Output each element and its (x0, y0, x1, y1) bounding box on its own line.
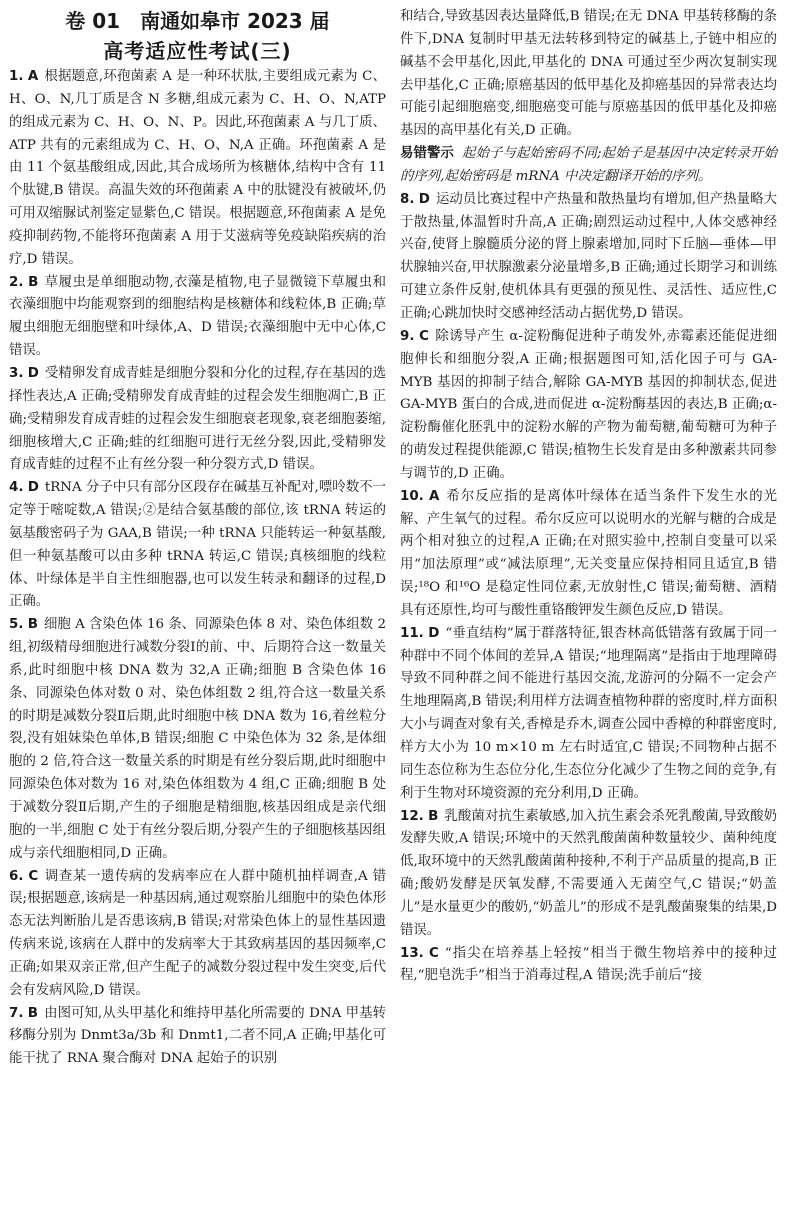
answer-letter: B (27, 1005, 38, 1021)
answer-explanation: 受精卵发育成青蛙是细胞分裂和分化的过程,存在基因的选择性表达,A 正确;受精卵发育成青蛙的过程会发生细胞凋亡,B 正确;受精卵发育成青蛙的过程会发生细胞衰老现象,衰老细胞萎缩,细胞核增大,C 正确;蛙的红细胞可进行无丝分裂,因此,受精卵发育成青蛙的过程不止有丝分裂一种分裂方式,D 错误。 (9, 365, 386, 473)
answer-explanation: 调查某一遗传病的发病率应在人群中随机抽样调查,A 错误;根据题意,该病是一种基因病,通过观察胎儿细胞中的染色体形态无法判断胎儿是否患该病,B 错误;对常染色体上的显性基因遗传病来说,该病在人群中的发病率大于其致病基因的基因频率,C 正确;如果双亲正常,但产生配子的减数分裂过程中发生突变,后代会有发病风险,D 错误。 (9, 868, 386, 998)
question-number: 6. (9, 868, 24, 884)
question-number: 4. (9, 480, 24, 496)
answer-letter: C (419, 328, 429, 344)
answer-item (400, 326, 777, 486)
answer-explanation: “指尖在培养基上轻按”相当于微生物培养中的接种过程,“肥皂洗手”相当于消毒过程,A 错误;洗手前后“接 (400, 945, 777, 984)
title-line-2: 高考适应性考试(三) (103, 39, 292, 63)
question-number: 2. (9, 274, 24, 290)
answer-letter: A (27, 69, 39, 84)
question-number: 3. (9, 365, 24, 381)
answer-letter: B (27, 617, 38, 633)
answer-item (9, 272, 386, 363)
answer-item (9, 1003, 386, 1072)
question-number: 12. (400, 808, 424, 824)
answer-item (400, 623, 777, 806)
answer-item (9, 866, 386, 1003)
answer-explanation: 希尔反应指的是离体叶绿体在适当条件下发生水的光解、产生氧气的过程。希尔反应可以说明水的光解与糖的合成是两个相对独立的过程,A 正确;在对照实验中,控制自变量可以采用“加法原理”或“减法原理”,无关变量应保持相同且适宜,B 错误;¹⁸O 和¹⁶O 是稳定性同位素,无放射性,C 错误;葡萄糖、酒精具有还原性,均可与酸性重铬酸钾发生颜色反应,D 错误。 (400, 488, 778, 618)
page-title (9, 6, 386, 66)
answer-explanation: 根据题意,环孢菌素 A 是一种环状肽,主要组成元素为 C、H、O、N,几丁质是含 N 多糖,组成元素为 C、H、O、N,ATP 的组成元素为 C、H、O、N、P。因此,环孢菌素 A 与几丁质、ATP 共有的元素组成为 C、H、O、N,A 正确。环孢菌素 A 是由 11 个氨基酸组成,因此,其合成场所为核糖体,结构中含有 11 个肽键,B 错误。高温失效的环孢菌素 A 中的肽键没有被破坏,仍可用双缩脲试剂鉴定显紫色,C 错误。根据题意,环孢菌素 A 是免疫抑制药物,不能将环孢菌素 A 用于艾滋病等免疫缺陷疾病的治疗,D 错误。 (9, 69, 387, 267)
error-tip (400, 143, 777, 189)
answer-letter: D (418, 191, 430, 207)
answer-explanation: 草履虫是单细胞动物,衣藻是植物,电子显微镜下草履虫和衣藻细胞中均能观察到的细胞结构是核糖体和线粒体,B 正确;草履虫细胞无细胞壁和叶绿体,A、D 错误;衣藻细胞中无中心体,C 错误。 (9, 274, 386, 359)
answer-letter: C (28, 868, 39, 884)
question-number: 13. (400, 945, 424, 961)
answer-item (400, 806, 777, 943)
answer-letter: C (429, 945, 439, 961)
answer-explanation: 运动员比赛过程中产热量和散热量均有增加,但产热量略大于散热量,体温暂时升高,A 正确;剧烈运动过程中,人体交感神经兴奋,使肾上腺髓质分泌的肾上腺素增加,同时下丘脑—垂体—甲状腺轴兴奋,甲状腺激素分泌量增多,B 正确;通过长期学习和训练可建立条件反射,使机体具有更强的预见性、灵活性、适应性,C 正确;心跳加快时交感神经活动占据优势,D 错误。 (400, 191, 777, 321)
question-number: 8. (400, 191, 415, 207)
right-answer-list (400, 189, 777, 989)
answer-item (400, 189, 777, 326)
answer-explanation: 由图可知,从头甲基化和维持甲基化所需要的 DNA 甲基转移酶分别为 Dnmt3a/3b 和 Dnmt1,二者不同,A 正确;甲基化可能干扰了 RNA 聚合酶对 DNA 起始子的识别 (9, 1005, 386, 1067)
answer-letter: D (428, 625, 440, 641)
error-tip-label: 易错警示 (400, 146, 454, 162)
answer-letter: D (27, 480, 39, 496)
question-number: 1. (9, 69, 24, 84)
question-number: 11. (400, 625, 424, 641)
title-line-1: 卷 01 南通如皋市 2023 届 (65, 9, 330, 33)
answer-item (9, 614, 386, 865)
answer-letter: A (429, 488, 440, 504)
answer-explanation: tRNA 分子中只有部分区段存在碱基互补配对,嘌呤数不一定等于嘧啶数,A 错误;②是结合氨基酸的部位,该 tRNA 转运的氨基酸密码子为 GAA,B 错误;一种 tRNA 只能转运一种氨基酸,但一种氨基酸可以由多种 tRNA 转运,C 错误;真核细胞的线粒体、叶绿体是半自主性细胞器,也可以发生转录和翻译的过程,D 正确。 (9, 480, 386, 610)
answer-item (9, 66, 386, 272)
answer-explanation: 乳酸菌对抗生素敏感,加入抗生素会杀死乳酸菌,导致酸奶发酵失败,A 错误;环境中的天然乳酸菌菌种数量较少、菌种纯度低,取环境中的天然乳酸菌菌种接种,不利于产品质量的提高,B 正确;酸奶发酵是厌氧发酵,不需要通入无菌空气,C 错误;“奶盖儿”是水量更少的酸奶,“奶盖儿”的形成不是乳酸菌聚集的结果,D 错误。 (400, 808, 777, 938)
left-column (9, 6, 386, 1071)
question-number: 10. (400, 488, 424, 504)
left-answer-list (9, 66, 386, 1071)
question-number: 5. (9, 617, 24, 633)
answer-item (9, 363, 386, 477)
answer-item (9, 477, 386, 614)
answer-explanation: 细胞 A 含染色体 16 条、同源染色体 8 对、染色体组数 2 组,初级精母细胞进行减数分裂Ⅰ的前、中、后期符合这一数量关系,此时细胞中核 DNA 数为 32,A 正确;细胞 B 含染色体 16 条、同源染色体对数 0 对、染色体组数 2 组,符合这一数量关系的时期是减数分裂Ⅱ后期,此时细胞中核 DNA 数为 16,着丝粒分裂,没有姐妹染色单体,B 错误;细胞 C 中染色体为 32 条,是体细胞的 2 倍,符合这一数量关系的时期是有丝分裂后期,此时细胞中同源染色体对数为 16 对,染色体组数为 4 组,C 正确;细胞 B 处于减数分裂Ⅱ后期,产生的子细胞是精细胞,核基因组成是亲代细胞的一半,细胞 C 处于有丝分裂后期,分裂产生的子细胞核基因组成与亲代细胞相同,D 正确。 (9, 617, 387, 861)
answer-letter: D (27, 365, 39, 381)
continued-paragraph: 和结合,导致基因表达量降低,B 错误;在无 DNA 甲基转移酶的条件下,DNA 复制时甲基无法转移到特定的碱基上,子链中相应的碱基不会甲基化,因此,甲基化的 DNA 可通过至少两次复制实现去甲基化,C 正确;原癌基因的低甲基化及抑癌基因的异常表达均可能引起细胞癌变,细胞癌变可能与原癌基因的低甲基化及抑癌基因的高甲基化有关,D 正确。 (400, 9, 777, 139)
error-tip-text: 起始子与起始密码不同;起始子是基因中决定转录开始的序列,起始密码是 mRNA 中决定翻译开始的序列。 (400, 146, 777, 184)
answer-explanation: “垂直结构”属于群落特征,银杏林高低错落有致属于同一种群中不同个体间的差异,A 错误;“地理隔离”是指由于地理障碍导致不同种群之间不能进行基因交流,龙游河的分隔不一定会产生地理隔离,B 错误;利用样方法调查植物种群的密度时,样方面积大小与调查对象有关,香樟是乔木,调查公园中香樟的种群密度时,样方大小为 10 m×10 m 左右时适宜,C 错误;不同物种占据不同生态位称为生态位分化,生态位分化减少了生物之间的竞争,有利于生物对环境资源的充分利用,D 正确。 (400, 625, 777, 801)
answer-letter: B (428, 808, 439, 824)
question-number: 7. (9, 1005, 24, 1021)
answer-explanation: 除诱导产生 α-淀粉酶促进种子萌发外,赤霉素还能促进细胞伸长和细胞分裂,A 正确;根据题图可知,活化因子可与 GA-MYB 基因的抑制子结合,解除 GA-MYB 基因的抑制状态,促进 GA-MYB 蛋白的合成,进而促进 α-淀粉酶基因的表达,B 正确;α-淀粉酶催化胚乳中的淀粉水解的产物为葡萄糖,葡萄糖可为种子的萌发过程提供能源,C 错误;植物生长发育是由多种激素共同参与调节的,D 正确。 (400, 328, 777, 481)
right-column (400, 6, 777, 988)
answer-item (400, 943, 777, 989)
answer-item (400, 486, 777, 623)
answer-letter: B (28, 274, 39, 290)
question-number: 9. (400, 328, 415, 344)
